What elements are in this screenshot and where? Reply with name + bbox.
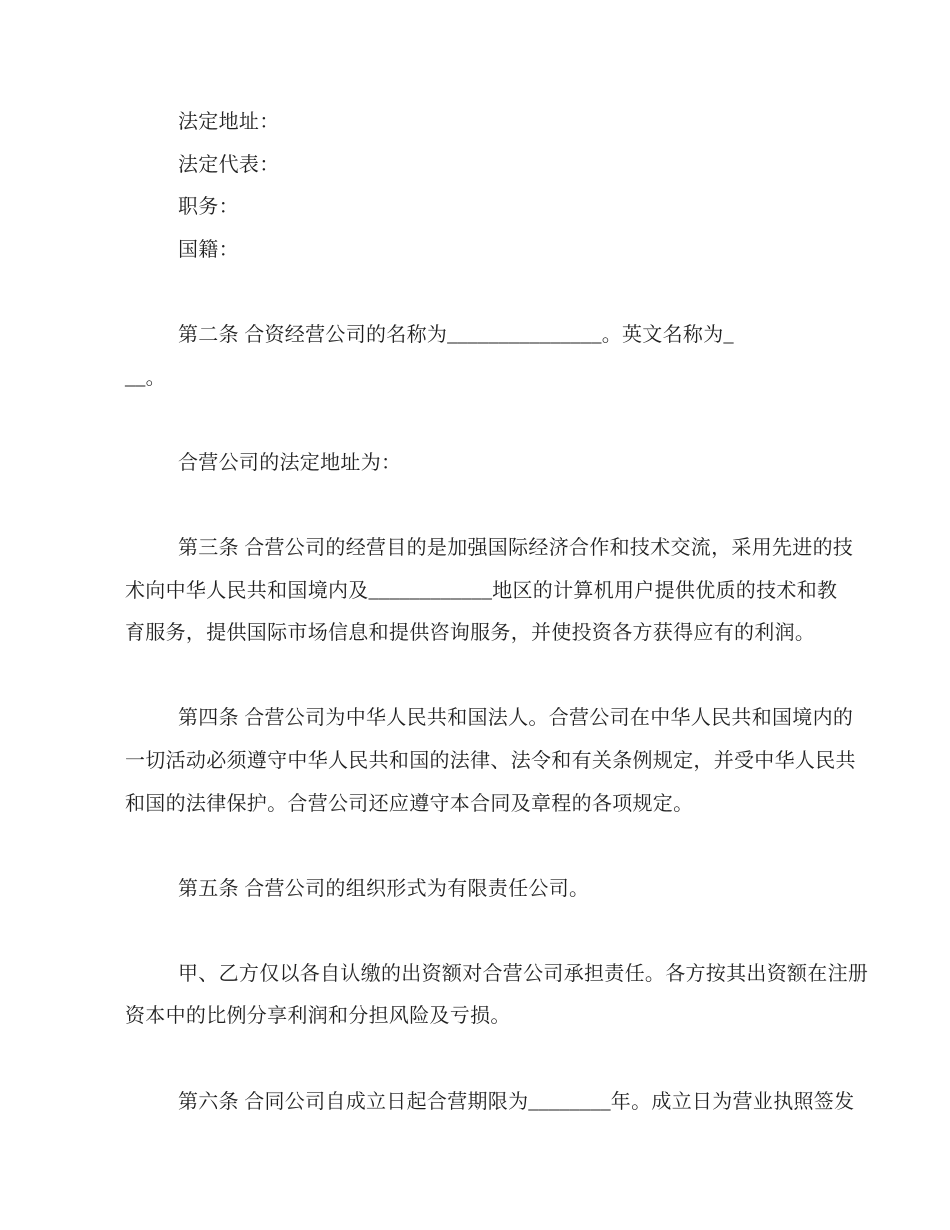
text-line: 一切活动必须遵守中华人民共和国的法律、法令和有关条例规定，并受中华人民共: [125, 749, 856, 772]
blank-line: [0, 399, 950, 442]
text-line: 法定地址：: [178, 111, 280, 133]
text-line: 第四条 合营公司为中华人民共和国法人。合营公司在中华人民共和国境内的: [178, 707, 854, 730]
blank-line: [0, 825, 950, 868]
contract-text-block: [0, 101, 950, 1123]
text-line: 第五条 合营公司的组织形式为有限责任公司。: [178, 877, 590, 900]
text-line: 合营公司的法定地址为：: [178, 451, 402, 474]
text-line: 国籍：: [178, 238, 239, 261]
text-line: 职务：: [178, 196, 239, 219]
blank-line: [0, 1038, 950, 1081]
text-line: 甲、乙方仅以各自认缴的出资额对合营公司承担责任。各方按其出资额在注册: [178, 962, 869, 985]
text-line: 第六条 合同公司自成立日起合营期限为________年。成立日为营业执照签发: [178, 1090, 855, 1113]
text-line: 育服务，提供国际市场信息和提供咨询服务，并使投资各方获得应有的利润。: [125, 622, 816, 645]
blank-line: [0, 484, 950, 527]
text-line: 第二条 合资经营公司的名称为_______________。英文名称为_: [178, 323, 734, 346]
text-line: 第三条 合营公司的经营目的是加强国际经济合作和技术交流，采用先进的技: [178, 536, 854, 559]
text-line: 和国的法律保护。合营公司还应遵守本合同及章程的各项规定。: [125, 792, 694, 815]
text-line: 术向中华人民共和国境内及____________地区的计算机用户提供优质的技术和教: [125, 579, 838, 602]
text-line: 资本中的比例分享利润和分担风险及亏损。: [125, 1005, 511, 1028]
blank-line: [0, 910, 950, 953]
blank-line: [0, 271, 950, 314]
text-line: __。: [125, 366, 166, 389]
text-line: 法定代表：: [178, 153, 280, 176]
blank-line: [0, 655, 950, 698]
